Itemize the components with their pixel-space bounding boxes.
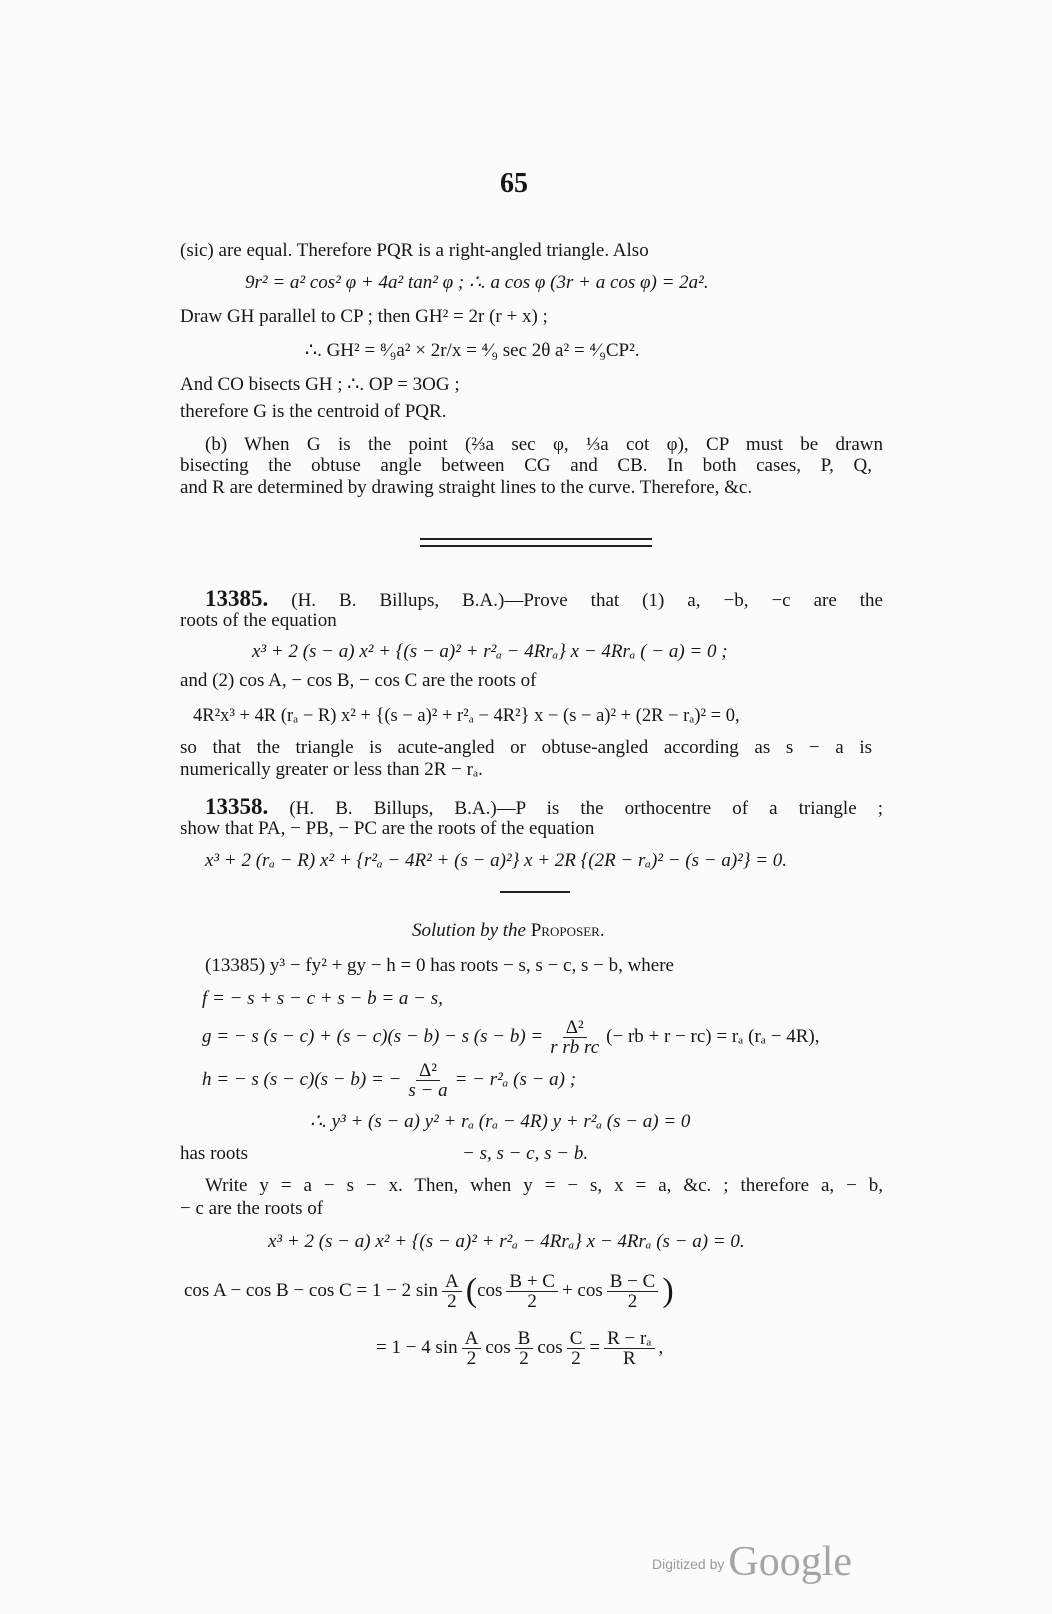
fraction-numerator: Δ² [563,1018,587,1038]
right-paren: ) [662,1272,674,1309]
fraction-denominator: 2 [466,1347,477,1369]
equation-part: cos [477,1280,503,1301]
fraction [506,1272,558,1311]
equation-part: cos A − cos B − cos C = 1 − 2 sin [184,1280,438,1301]
equation-part: g = − s (s − c) + (s − c)(s − b) − s (s − b) = [202,1026,544,1047]
question-number: 13385. [205,586,269,611]
text-line: so that the triangle is acute-angled or obtuse-angled according as s − a is [180,737,872,758]
text-line: therefore G is the centroid of PQR. [180,401,447,422]
text-line: roots of the equation [180,610,337,631]
fraction [607,1272,659,1311]
fraction-denominator: R [622,1347,636,1369]
fraction-numerator: R − rₐ [604,1329,654,1349]
equation-part: cos [537,1337,563,1358]
roots: − s, s − c, s − b. [462,1143,589,1164]
section-divider [420,545,652,547]
section-divider [420,538,652,540]
equation: x³ + 2 (rₐ − R) x² + {r²ₐ − 4R² + (s − a)²} x + 2R {(2R − rₐ)² − (s − a)²} = 0. [205,850,788,871]
fraction [567,1329,586,1368]
equation: x³ + 2 (s − a) x² + {(s − a)² + r²ₐ − 4Rrₐ} x − 4Rrₐ ( − a) = 0 ; [252,641,728,662]
question-text: (H. B. Billups, B.A.)—Prove that (1) a, −b, −c are the [291,590,883,611]
text-line: (b) When G is the point (⅔a sec φ, ⅓a cot φ), CP must be drawn [205,434,883,455]
equation-part: = [589,1337,601,1358]
equation-h [202,1056,576,1104]
fraction [515,1329,534,1368]
fraction [405,1061,450,1100]
fraction-numerator: Δ² [416,1061,440,1081]
page-number: 65 [500,168,528,199]
fraction-denominator: 2 [571,1347,581,1369]
question-text: (H. B. Billups, B.A.)—P is the orthocentre of a triangle ; [289,798,883,819]
equation: 4R²x³ + 4R (rₐ − R) x² + {(s − a)² + r²ₐ − 4R²} x − (s − a)² + (2R − rₐ)² = 0, [193,706,740,726]
text-line: − c are the roots of [180,1198,324,1219]
solution-heading-text: Solution by the [412,920,526,941]
equation-part: (− rb + r − rc) = rₐ (rₐ − 4R), [606,1026,820,1047]
fraction-numerator: A [442,1272,462,1292]
equation-part: cos [485,1337,511,1358]
fraction-denominator: 2 [627,1290,638,1312]
left-paren: ( [465,1272,478,1309]
equation-part: + cos [561,1280,603,1301]
text-line: and (2) cos A, − cos B, − cos C are the roots of [180,670,537,691]
text-line: And CO bisects GH ; ∴. OP = 3OG ; [180,374,460,395]
text-line: show that PA, − PB, − PC are the roots of the equation [180,818,595,839]
text-line: (sic) are equal. Therefore PQR is a right-angled triangle. Also [180,240,649,261]
equation-part: = − r²ₐ (s − a) ; [454,1069,577,1090]
equation: x³ + 2 (s − a) x² + {(s − a)² + r²ₐ − 4Rrₐ} x − 4Rrₐ (s − a) = 0. [268,1231,745,1252]
equation-part: = 1 − 4 sin [376,1337,458,1358]
equation-cos [184,1265,674,1317]
fraction-denominator: 2 [519,1347,529,1369]
text-line: Draw GH parallel to CP ; then GH² = 2r (r + x) ; [180,306,548,327]
equation-part: h = − s (s − c)(s − b) = − [202,1069,402,1090]
fraction-denominator: r rb rc [550,1036,600,1058]
fraction-numerator: A [462,1329,482,1349]
fraction-numerator: B [515,1329,534,1349]
fraction-numerator: B − C [607,1272,659,1292]
text-line: Write y = a − s − x. Then, when y = − s, x = a, &c. ; therefore a, − b, [205,1175,883,1196]
fraction [442,1272,462,1311]
question-heading [205,588,883,612]
fraction [547,1018,602,1057]
solution-author: Proposer. [530,920,605,941]
equation-part: , [658,1337,664,1358]
google-logo: Google [728,1539,853,1585]
text-line: has roots [180,1143,249,1164]
text-line: (13385) y³ − fy² + gy − h = 0 has roots − s, s − c, s − b, where [205,955,674,976]
text-line: and R are determined by drawing straight lines to the curve. Therefore, &c. [180,477,753,498]
fraction-numerator: B + C [506,1272,558,1292]
watermark-text: Digitized by [652,1556,725,1572]
fraction-numerator: C [567,1329,586,1349]
solution-heading [412,920,605,942]
fraction-denominator: s − a [408,1079,448,1101]
equation-cos-2 [376,1322,663,1374]
question-heading [205,796,883,820]
equation: f = − s + s − c + s − b = a − s, [202,988,443,1009]
text-line: bisecting the obtuse angle between CG and CB. In both cases, P, Q, [180,455,872,476]
equation: 9r² = a² cos² φ + 4a² tan² φ ; ∴. a cos φ (3r + a cos φ) = 2a². [245,272,709,293]
divider [500,891,570,893]
question-number: 13358. [205,794,269,819]
text-line: numerically greater or less than 2R − rₐ. [180,759,483,780]
fraction [604,1329,654,1368]
fraction-denominator: 2 [447,1290,457,1312]
digitized-watermark [652,1538,852,1586]
equation: ∴. GH² = ⁸⁄₉a² × 2r/x = ⁴⁄₉ sec 2θ a² = ⁴⁄₉CP². [305,340,640,361]
fraction-denominator: 2 [527,1290,537,1312]
fraction [462,1329,482,1368]
equation: ∴. y³ + (s − a) y² + rₐ (rₐ − 4R) y + r²ₐ (s − a) = 0 [310,1111,691,1132]
